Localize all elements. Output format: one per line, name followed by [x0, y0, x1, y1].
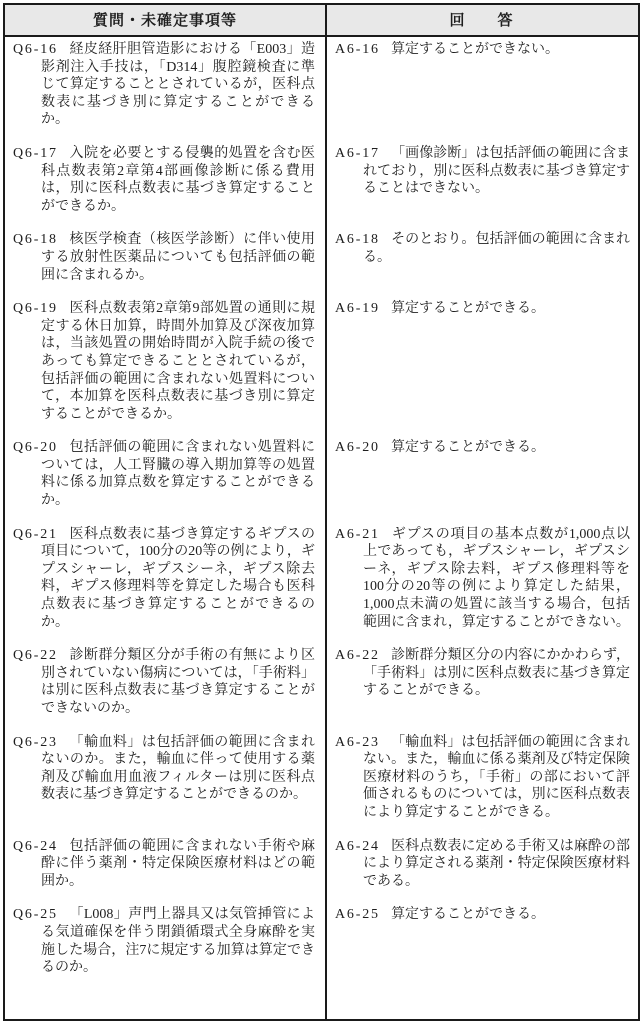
question-text: [13, 439, 315, 509]
question-body: 経皮経肝胆管造影における「E003」造影剤注入手技は，「D314」腹腔鏡検査に準じて算定することとされているが，医科点数表に基づき別に算定することができるか。: [41, 42, 315, 128]
answer-text: [335, 300, 630, 318]
question-text: [13, 906, 315, 976]
question-label: Q6-19: [13, 301, 58, 317]
answer-body: 「画像診断」は包括評価の範囲に含まれており，別に医科点数表に基づき算定することはできない。: [363, 145, 630, 197]
answer-text: [335, 231, 630, 266]
answer-cell: [325, 730, 638, 834]
question-cell: [5, 834, 325, 903]
table-header-row: [5, 5, 638, 37]
question-cell: [5, 227, 325, 296]
answer-cell: [325, 141, 638, 227]
question-text: [13, 231, 315, 284]
qa-row: [5, 522, 638, 644]
qa-row: [5, 37, 638, 141]
answer-body: 算定することができる。: [391, 907, 546, 923]
qa-row: [5, 435, 638, 521]
answer-cell: [325, 902, 638, 988]
question-body: 診断群分類区分が手術の有無により区別されていない傷病については，「手術料」は別に医科点数表に基づき算定することができないのか。: [41, 648, 315, 716]
answer-body: 算定することができる。: [391, 301, 546, 317]
answer-cell: [325, 435, 638, 521]
answer-body: ギプスの項目の基本点数が1,000点以上であっても，ギプスシャーレ，ギプスシーネ，ギプス除去料，ギプス修理料等を100分の20等の例により算定した結果，1,000点未満の処置に該当する場合，包括範囲に含まれ，算定することができない。: [363, 526, 630, 630]
column-divider: [325, 5, 327, 1019]
answer-cell: [325, 834, 638, 903]
question-body: 「輸血料」は包括評価の範囲に含まれないのか。また，輸血に伴って使用する薬剤及び輸血用血液フィルターは別に医科点数表に基づき算定することができるのか。: [41, 734, 315, 803]
question-column-header: 質問・未確定事項等: [92, 12, 237, 29]
answer-body: 算定することができる。: [391, 440, 546, 456]
question-label: Q6-24: [13, 838, 58, 854]
question-cell: [5, 37, 325, 141]
question-text: [13, 734, 315, 804]
question-text: [13, 300, 315, 423]
answer-text: [335, 734, 630, 822]
answer-label: A6-25: [335, 907, 380, 923]
answer-body: そのとおり。包括評価の範囲に含まれる。: [363, 232, 630, 265]
qa-table: [3, 3, 640, 1021]
answer-label: A6-19: [335, 301, 380, 317]
question-cell: [5, 730, 325, 834]
question-label: Q6-22: [13, 648, 58, 664]
answer-label: A6-24: [335, 838, 380, 854]
question-label: Q6-25: [13, 907, 58, 923]
answer-text: [335, 439, 630, 457]
question-cell: [5, 296, 325, 435]
answer-label: A6-18: [335, 232, 380, 248]
question-body: 医科点数表第2章第9部処置の通則に規定する休日加算，時間外加算及び深夜加算は，当該処置の開始時間が入院手続の後であっても算定できることとされているが，包括評価の範囲に含まれない処置料について，本加算を医科点数表に基づき別に算定することができるか。: [41, 301, 315, 422]
qa-row: [5, 643, 638, 729]
question-cell: [5, 141, 325, 227]
question-body: 「L008」声門上器具又は気管挿管による気道確保を伴う閉鎖循環式全身麻酔を実施した場合，注7に規定する加算は算定できるのか。: [41, 907, 315, 976]
question-text: [13, 647, 315, 717]
answer-label: A6-23: [335, 734, 380, 750]
question-cell: [5, 435, 325, 521]
question-body: 包括評価の範囲に含まれない処置料については，人工腎臓の導入期加算等の処置料に係る加算点数を算定することができるか。: [41, 440, 315, 509]
question-label: Q6-21: [13, 526, 58, 542]
question-cell: [5, 643, 325, 729]
qa-row: [5, 834, 638, 903]
qa-row: [5, 227, 638, 296]
answer-cell: [325, 227, 638, 296]
question-text: [13, 145, 315, 215]
answer-cell: [325, 522, 638, 644]
answer-text: [335, 526, 630, 632]
question-text: [13, 838, 315, 891]
qa-row: [5, 730, 638, 834]
answer-text: [335, 647, 630, 700]
answer-label: A6-20: [335, 440, 380, 456]
answer-text: [335, 145, 630, 198]
answer-label: A6-16: [335, 42, 380, 57]
answer-body: 「輸血料」は包括評価の範囲に含まれない。また，輸血に係る薬剤及び特定保険医療材料のうち，「手術」の部において評価されるものについては，別に医科点数表により算定することができる。: [363, 734, 630, 820]
table-body: [5, 37, 638, 1019]
question-cell: [5, 522, 325, 644]
question-label: Q6-18: [13, 232, 58, 248]
answer-cell: [325, 643, 638, 729]
question-text: [13, 41, 315, 129]
answer-label: A6-22: [335, 648, 380, 664]
answer-label: A6-21: [335, 526, 380, 542]
question-text: [13, 526, 315, 632]
question-body: 医科点数表に基づき算定するギプスの項目について，100分の20等の例により，ギプスシャーレ，ギプスシーネ，ギプス除去料，ギプス修理料等を算定した場合も医科点数表に基づき算定することができるのか。: [41, 526, 315, 630]
question-label: Q6-17: [13, 145, 58, 161]
qa-row: [5, 902, 638, 988]
question-label: Q6-20: [13, 440, 58, 456]
question-label: Q6-16: [13, 42, 58, 57]
answer-cell: [325, 37, 638, 141]
answer-text: [335, 906, 630, 924]
answer-cell: [325, 296, 638, 435]
answer-body: 医科点数表に定める手術又は麻酔の部により算定される薬剤・特定保険医療材料である。: [363, 838, 630, 889]
answer-text: [335, 41, 630, 59]
question-label: Q6-23: [13, 734, 58, 750]
answer-text: [335, 838, 630, 891]
question-body: 包括評価の範囲に含まれない手術や麻酔に伴う薬剤・特定保険医療材料はどの範囲か。: [41, 838, 315, 889]
answer-label: A6-17: [335, 145, 380, 161]
answer-body: 診断群分類区分の内容にかかわらず，「手術料」は別に医科点数表に基づき算定することができる。: [363, 648, 630, 699]
qa-row: [5, 296, 638, 435]
answer-column-header: 回 答: [449, 12, 514, 29]
answer-body: 算定することができない。: [391, 42, 560, 57]
question-body: 核医学検査（核医学診断）に伴い使用する放射性医薬品についても包括評価の範囲に含まれるか。: [41, 232, 315, 283]
qa-row: [5, 141, 638, 227]
question-cell: [5, 902, 325, 988]
question-body: 入院を必要とする侵襲的処置を含む医科点数表第2章第4部画像診断に係る費用は，別に医科点数表に基づき算定することができるか。: [41, 145, 315, 214]
